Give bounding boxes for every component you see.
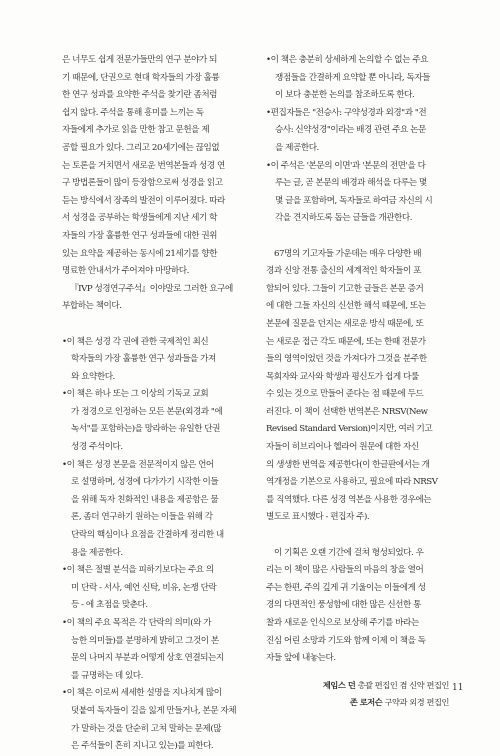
spacer (266, 228, 449, 246)
contributors-paragraph (266, 246, 449, 528)
intro-line: 공할 필요가 있다. 그리고 20세기에는 끊임없 (62, 142, 220, 153)
body-line: 별도로 표시했다 - 편집자 주). (266, 512, 370, 523)
series-line: 부합하는 책이다. (62, 301, 122, 312)
intro-line: 구 방법론들이 많이 등장함으로써 성경을 읽고 (62, 178, 223, 189)
list-item-line: 을 위해 독자 친화적인 내용을 제공함은 물 (71, 494, 219, 505)
intro-line: 는 토론을 거치면서 새로운 번역본들과 성경 연 (62, 160, 225, 171)
list-item-line: •이 책은 절별 분석을 피하기보다는 주요 의 (62, 565, 214, 576)
editor-role: 총괄 편집인 겸 신약 편집인 (357, 679, 449, 690)
body-line: 러진다. 이 책이 선택한 번역본은 NRSV(New (266, 406, 428, 417)
list-item-line: 학자들의 가장 훌륭한 연구 성과들을 가져 (71, 354, 216, 365)
intro-line: 있는 요약을 제공하는 동시에 21세기를 향한 (62, 248, 217, 259)
closing-line: 리는 이 책이 많은 사람들의 마음의 창을 열어 (266, 565, 424, 576)
left-column (62, 52, 247, 756)
closing-line: 주는 한편, 주의 깊게 귀 기울이는 이들에게 성 (266, 582, 426, 593)
list-item-line: 를 규명하는 데 있다. (71, 670, 143, 681)
list-item (266, 105, 449, 158)
intro-line: 듣는 방식에서 장족의 발전이 이루어졌다. 따라 (62, 195, 225, 206)
body-line: 는 새로운 접근 각도 때문에, 또는 한때 전문가 (266, 336, 426, 347)
intro-line: 은 너무도 쉽게 전문가들만의 연구 분야가 되 (62, 55, 218, 65)
list-item-line: 능한 의미들)를 분명하게 밝히고 그것이 본 (71, 635, 219, 646)
list-item-line: 로 설명하며, 성경에 다가가기 시작한 이들 (71, 477, 219, 488)
body-line: 의 생생한 번역을 제공한다(이 한글판에서는 개 (266, 459, 430, 470)
list-item-line: 을 제공한다. (275, 142, 319, 153)
signature-line (266, 694, 449, 711)
intro-line: 서 성경을 공부하는 학생들에게 지난 세기 학 (62, 213, 218, 224)
list-item-line: 미 단락 - 서사, 예언 신탁, 비유, 논쟁 단락 (71, 582, 217, 593)
body-line: 들의 영역이었던 것을 가져다가 그것을 분주한 (266, 354, 427, 365)
body-line: 역개정을 기본으로 사용하고, 필요에 따라 NRSV (266, 477, 438, 488)
body-line: 수 있는 것으로 만들어 준다는 점 때문에 두드 (266, 389, 424, 400)
series-paragraph (62, 281, 247, 316)
list-item-line: •이 책은 이로써 세세한 설명을 지나치게 많이 (62, 688, 222, 699)
list-item-line: 성경 주석이다. (71, 442, 123, 453)
body-line: 목회자와 교사와 학생과 평신도가 쉽게 다룰 (266, 371, 419, 382)
list-item-line: 단락의 핵심이나 요점을 간결하게 정리한 내 (71, 530, 224, 541)
list-item-line: 등 - 에 초점을 맞춘다. (71, 600, 148, 611)
closing-paragraph (266, 545, 449, 668)
list-item-line: 이 보다 충분한 논의를 참조하도록 한다. (275, 90, 415, 101)
feature-list-continued (266, 52, 449, 228)
feature-list (62, 334, 247, 756)
list-item-line: •이 책의 주요 목적은 각 단락의 의미(와 가 (62, 618, 212, 628)
list-item (62, 334, 247, 387)
list-item (266, 158, 449, 228)
list-item-line: •편집자들은 "전승사: 구약성경과 외경"과 "전 (266, 107, 427, 118)
spacer (62, 316, 247, 334)
list-item-line: •이 책은 하나 또는 그 이상의 기독교 교회 (62, 389, 209, 400)
list-item-line: 문의 나머지 부분과 어떻게 상호 연결되는지 (71, 653, 224, 664)
body-line: 본문에 질문을 던지는 새로운 방식 때문에, 또 (266, 318, 424, 329)
list-item-line: 은 주석들이 흔히 지니고 있는)를 피한다. (71, 741, 214, 752)
spacer (266, 527, 449, 545)
closing-line: 찰과 새로운 인식으로 보상해 주기를 바라는 (266, 618, 419, 628)
closing-line: 진심 어린 소망과 기도와 함께 이제 이 책을 독 (266, 635, 426, 646)
editor-name: 제임스 던 (322, 679, 356, 690)
intro-line: 쉽지 않다. 주석을 통해 흥미를 느끼는 독 (62, 107, 204, 118)
signature-block (266, 677, 449, 711)
closing-line: 경의 다면적인 풍성함에 대한 많은 신선한 통 (266, 600, 422, 611)
list-item (62, 457, 247, 563)
list-item-line: •이 책은 충분히 상세하게 논의할 수 없는 주요 (266, 55, 428, 65)
list-item (266, 52, 449, 105)
list-item-line: 용을 제공한다. (71, 547, 123, 558)
body-line: Revised Standard Version)이지만, 여러 기고 (266, 424, 433, 435)
list-item (62, 562, 247, 615)
body-line: 자들이 히브리어나 헬라어 원문에 대한 자신 (266, 442, 419, 453)
list-item-line: 루는 글, 곧 본문의 배경과 해석을 다루는 몇 (275, 178, 427, 189)
list-item (62, 685, 247, 755)
right-column (266, 52, 449, 711)
body-line: 를 직역했다. 다른 성경 역본을 사용한 경우에는 (266, 494, 432, 505)
list-item (62, 386, 247, 456)
list-item (62, 615, 247, 685)
list-item-line: •이 책은 성경 각 권에 관한 국제적인 최신 (62, 336, 209, 347)
signature-line (266, 677, 449, 694)
body-line: 경과 신앙 전통 출신의 세계적인 학자들이 포 (266, 266, 422, 277)
body-line: 함되어 있다. 그들이 기고한 글들은 본문 증거 (266, 283, 424, 294)
spacer (266, 668, 449, 677)
closing-line: 이 기획은 오랜 기간에 걸쳐 형성되었다. 우 (274, 547, 424, 558)
list-item-line: 와 요약한다. (71, 371, 115, 382)
list-item-line: 승사: 신약성경"이라는 배경 관련 주요 논문 (275, 125, 426, 136)
list-item-line: 쟁점들을 간결하게 요약할 뿐 아니라, 독자들 (275, 72, 431, 83)
list-item-line: 덧붙여 독자들이 길을 잃게 만들거나, 본문 자체 (71, 705, 237, 716)
intro-line: 기 때문에, 단권으로 현대 학자들의 가장 훌륭 (62, 72, 220, 83)
list-item-line: 론, 좀더 연구하기 원하는 이들을 위해 각 (71, 512, 213, 523)
series-line: 『IVP 성경연구주석』이야말로 그러한 요구에 (70, 283, 233, 294)
intro-paragraph (62, 52, 247, 281)
intro-line: 자들의 가장 훌륭한 연구 성과들에 대한 권위 (62, 230, 218, 241)
intro-line: 한 연구 성과를 요약한 주석을 찾기란 좀처럼 (62, 90, 218, 101)
list-item-line: 가 정경으로 인정하는 모든 본문(외경과 "에 (71, 406, 223, 417)
list-item-line: •이 책은 성경 본문을 전문적이지 않은 언어 (62, 459, 214, 470)
list-item-line: 몇 글을 포함하며, 독자들로 하여금 자신의 시 (275, 195, 433, 206)
page-number: 11 (452, 683, 464, 693)
closing-line: 자들 앞에 내놓는다. (266, 653, 336, 664)
body-line: 에 대한 그들 자신의 신선한 해석 때문에, 또는 (266, 301, 426, 312)
list-item-line: 가 말하는 것을 단순히 고쳐 말하는 문제(많 (71, 723, 222, 734)
editor-name: 존 로저슨 (349, 696, 383, 707)
editor-role: 구약과 외경 편집인 (384, 696, 449, 707)
intro-line: 자들에게 추가로 읽을 만한 참고 문헌을 제 (62, 125, 210, 136)
list-item-line: 각을 견지하도록 돕는 글들을 개관한다. (275, 213, 413, 224)
body-line: 67명의 기고자들 가운데는 매우 다양한 배 (274, 248, 422, 259)
list-item-line: •이 주석은 '본문의 이면'과 '본문의 전면'을 다 (266, 160, 426, 171)
intro-line: 명료한 안내서가 주어져야 마땅하다. (62, 266, 189, 277)
list-item-line: 녹서"를 포함하는)을 망라하는 유일한 단권 (71, 424, 221, 435)
